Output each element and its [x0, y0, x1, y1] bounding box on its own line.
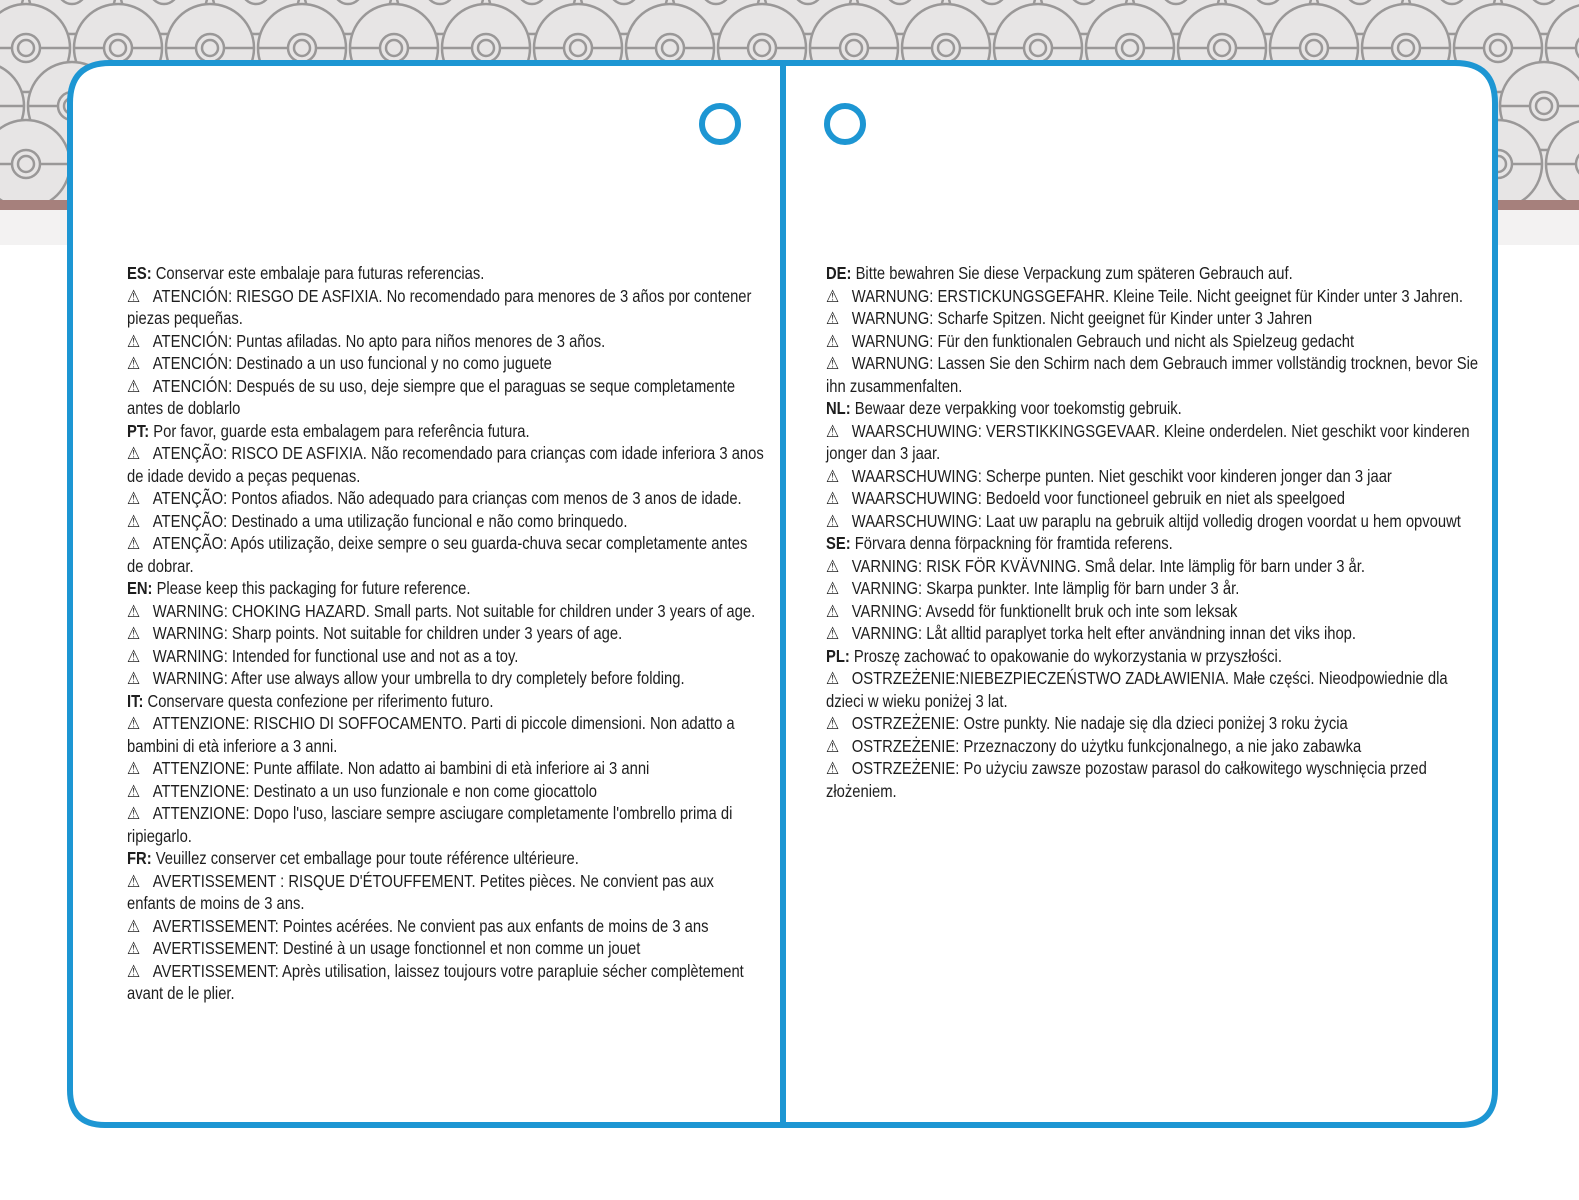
warning-triangle-icon: ⚠: [127, 870, 141, 891]
language-block-se: [826, 532, 1480, 645]
warning-line: [127, 802, 765, 847]
intro-text: Förvara denna förpackning för framtida referens.: [850, 533, 1173, 553]
warning-line: [826, 465, 1480, 488]
language-code: SE:: [826, 533, 851, 553]
pokeball-button: [1214, 40, 1230, 56]
warning-line: [127, 667, 765, 690]
warning-text: WAARSCHUWING: Bedoeld voor functioneel gebruik en niet als speelgoed: [851, 488, 1346, 508]
warning-line: [127, 487, 765, 510]
warning-text: WAARSCHUWING: VERSTIKKINGSGEVAAR. Kleine onderdelen. Niet geschikt voor kinderen jonger dan 3 jaar.: [826, 420, 1470, 463]
warning-triangle-icon: ⚠: [127, 938, 141, 958]
pokeball-button: [570, 40, 586, 56]
warning-triangle-icon: ⚠: [127, 668, 141, 688]
warning-text: ATENÇÃO: Pontos afiados. Não adequado para crianças com menos de 3 anos de idade.: [152, 488, 742, 508]
warning-line: [127, 375, 765, 420]
warning-triangle-icon: ⚠: [127, 803, 141, 823]
language-block-de: [826, 262, 1480, 397]
warning-triangle-icon: ⚠: [826, 713, 840, 733]
warning-triangle-icon: ⚠: [127, 915, 141, 936]
hanger-hole-icon-left: [702, 106, 738, 142]
intro-text: Bewaar deze verpakking voor toekomstig gebruik.: [850, 398, 1182, 418]
pokeball-button: [1536, 98, 1552, 114]
warning-triangle-icon: ⚠: [127, 375, 141, 396]
warning-line: [127, 937, 765, 960]
intro-text: Conservar este embalaje para futuras referencias.: [151, 263, 485, 283]
warning-line: [127, 622, 765, 645]
language-intro: [826, 645, 1480, 668]
pokeball-button: [1306, 40, 1322, 56]
warning-line: [826, 735, 1480, 758]
warning-text: ATTENZIONE: Punte affilate. Non adatto ai bambini di età inferiore ai 3 anni: [152, 758, 650, 778]
warning-triangle-icon: ⚠: [826, 623, 840, 643]
warning-triangle-icon: ⚠: [826, 330, 840, 351]
warning-line: [127, 960, 765, 1005]
warning-triangle-icon: ⚠: [127, 713, 141, 733]
pokeball-button: [386, 40, 402, 56]
warning-text: VARNING: Låt alltid paraplyet torka helt efter användning innan det viks ihop.: [851, 623, 1357, 643]
warning-triangle-icon: ⚠: [826, 285, 840, 306]
language-intro: [127, 577, 765, 600]
warning-text: ATENÇÃO: Após utilização, deixe sempre o seu guarda-chuva secar completamente antes de dobrar.: [127, 533, 748, 576]
warning-line: [127, 285, 765, 330]
warning-triangle-icon: ⚠: [826, 668, 840, 688]
warning-line: [127, 780, 765, 803]
language-block-pt: [127, 420, 765, 578]
hanger-hole-icon-right: [827, 106, 863, 142]
language-block-en: [127, 577, 765, 690]
intro-text: Proszę zachować to opakowanie do wykorzystania w przyszłości.: [849, 645, 1282, 666]
intro-text: Please keep this packaging for future reference.: [152, 578, 471, 598]
warning-text: VARNING: RISK FÖR KVÄVNING. Små delar. Inte lämplig för barn under 3 år.: [851, 555, 1365, 576]
warning-text: WARNUNG: Lassen Sie den Schirm nach dem Gebrauch immer vollständig trocknen, bevor Sie ihn zusammenfalten.: [826, 353, 1479, 396]
warning-triangle-icon: ⚠: [127, 488, 141, 508]
warning-triangle-icon: ⚠: [826, 510, 840, 531]
warning-line: [127, 757, 765, 780]
language-code: ES:: [127, 263, 152, 283]
warning-text: WARNUNG: Scharfe Spitzen. Nicht geeignet für Kinder unter 3 Jahren: [851, 308, 1313, 328]
warning-line: [127, 330, 765, 353]
warning-line: [826, 577, 1480, 600]
warning-line: [127, 645, 765, 668]
language-block-pl: [826, 645, 1480, 803]
pokeball-button: [1490, 40, 1506, 56]
pokeball-button: [478, 40, 494, 56]
warning-text: ATENCIÓN: Destinado a un uso funcional y no como juguete: [152, 353, 552, 373]
warning-triangle-icon: ⚠: [127, 600, 141, 621]
warning-text: ATENCIÓN: Puntas afiladas. No apto para niños menores de 3 años.: [152, 330, 606, 351]
warning-triangle-icon: ⚠: [826, 600, 840, 621]
warning-triangle-icon: ⚠: [127, 623, 141, 643]
warning-line: [127, 915, 765, 938]
warning-text: WAARSCHUWING: Laat uw paraplu na gebruik altijd volledig drogen voordat u hem opvouwt: [851, 510, 1461, 531]
pokeball-button: [294, 40, 310, 56]
warning-triangle-icon: ⚠: [127, 758, 141, 778]
warning-triangle-icon: ⚠: [127, 353, 141, 373]
language-intro: [127, 262, 765, 285]
intro-text: Conservare questa confezione per riferimento futuro.: [143, 690, 494, 711]
left-column: [127, 262, 765, 1005]
warning-text: AVERTISSEMENT: Après utilisation, laissez toujours votre parapluie sécher complètement avant de le plier.: [127, 960, 744, 1003]
warning-line: [826, 330, 1480, 353]
pokeball-button: [1122, 40, 1138, 56]
warning-text: WARNING: Intended for functional use and not as a toy.: [152, 645, 519, 666]
warning-text: OSTRZEŻENIE: Po użyciu zawsze pozostaw parasol do całkowitego wyschnięcia przed złożeniem.: [826, 758, 1427, 801]
warning-text: ATENÇÃO: Destinado a uma utilização funcional e não como brinquedo.: [152, 510, 628, 531]
warning-line: [127, 600, 765, 623]
pokeball-button: [1398, 40, 1414, 56]
language-intro: [127, 690, 765, 713]
warning-triangle-icon: ⚠: [826, 555, 840, 576]
pokeball-button: [110, 40, 126, 56]
pokeball-button: [18, 40, 34, 56]
warning-line: [826, 757, 1480, 802]
pokeball-button: [754, 40, 770, 56]
language-block-fr: [127, 847, 765, 1005]
warning-line: [826, 307, 1480, 330]
warning-triangle-icon: ⚠: [826, 735, 840, 756]
warning-triangle-icon: ⚠: [127, 330, 141, 351]
warning-triangle-icon: ⚠: [127, 780, 141, 801]
warning-triangle-icon: ⚠: [826, 353, 840, 373]
warning-line: [826, 420, 1480, 465]
warning-text: VARNING: Skarpa punkter. Inte lämplig för barn under 3 år.: [851, 578, 1240, 598]
warning-triangle-icon: ⚠: [826, 488, 840, 508]
intro-text: Por favor, guarde esta embalagem para referência futura.: [149, 420, 530, 441]
intro-text: Veuillez conserver cet emballage pour toute référence ultérieure.: [151, 848, 579, 868]
language-code: PL:: [826, 645, 850, 666]
warning-line: [127, 712, 765, 757]
warning-triangle-icon: ⚠: [826, 465, 840, 486]
warning-text: ATTENZIONE: Dopo l'uso, lasciare sempre asciugare completamente l'ombrello prima di ripiegarlo.: [127, 803, 733, 846]
language-block-nl: [826, 397, 1480, 532]
warning-line: [826, 285, 1480, 308]
right-column: [826, 262, 1480, 802]
warning-triangle-icon: ⚠: [826, 308, 840, 328]
warning-triangle-icon: ⚠: [826, 420, 840, 441]
warning-text: VARNING: Avsedd för funktionellt bruk och inte som leksak: [851, 600, 1238, 621]
warning-text: OSTRZEŻENIE: Ostre punkty. Nie nadaje się dla dzieci poniżej 3 roku życia: [851, 713, 1348, 733]
pokeball-button: [846, 40, 862, 56]
language-code: EN:: [127, 578, 153, 598]
pokeball-button: [202, 40, 218, 56]
language-block-it: [127, 690, 765, 848]
warning-line: [826, 712, 1480, 735]
warning-triangle-icon: ⚠: [127, 443, 141, 463]
warning-text: AVERTISSEMENT: Pointes acérées. Ne convient pas aux enfants de moins de 3 ans: [152, 915, 709, 936]
warning-line: [826, 667, 1480, 712]
warning-text: OSTRZEŻENIE: Przeznaczony do użytku funkcjonalnego, a nie jako zabawka: [851, 735, 1362, 756]
warning-text: ATENÇÃO: RISCO DE ASFIXIA. Não recomendado para crianças com idade inferiora 3 anos de idade devido a peças pequenas.: [127, 443, 764, 486]
warning-line: [826, 622, 1480, 645]
warning-text: ATENCIÓN: RIESGO DE ASFIXIA. No recomendado para menores de 3 años por contener piezas pequeñas.: [127, 285, 752, 328]
warning-text: ATTENZIONE: Destinato a un uso funzionale e non come giocattolo: [152, 780, 598, 801]
warning-text: WARNING: CHOKING HAZARD. Small parts. Not suitable for children under 3 years of age.: [152, 600, 756, 621]
warning-triangle-icon: ⚠: [127, 533, 141, 553]
pokeball-button: [18, 156, 34, 172]
language-intro: [826, 397, 1480, 420]
warning-text: WARNING: After use always allow your umbrella to dry completely before folding.: [152, 668, 685, 688]
warning-line: [127, 870, 765, 915]
language-intro: [826, 262, 1480, 285]
pokeball-button: [938, 40, 954, 56]
warning-text: OSTRZEŻENIE:NIEBEZPIECZEŃSTWO ZADŁAWIENIA. Małe części. Nieodpowiednie dla dzieci w wieku poniżej 3 lat.: [826, 668, 1448, 711]
warning-line: [127, 442, 765, 487]
warning-triangle-icon: ⚠: [826, 578, 840, 598]
warning-triangle-icon: ⚠: [127, 510, 141, 531]
warning-line: [826, 487, 1480, 510]
warning-text: ATENCIÓN: Después de su uso, deje siempre que el paraguas se seque completamente antes de doblarlo: [127, 375, 736, 418]
warning-line: [127, 352, 765, 375]
warning-text: AVERTISSEMENT: Destiné à un usage fonctionnel et non comme un jouet: [152, 938, 641, 958]
warning-line: [826, 352, 1480, 397]
language-code: DE:: [826, 263, 852, 283]
language-code: NL:: [826, 398, 851, 418]
warning-triangle-icon: ⚠: [127, 285, 141, 306]
warning-triangle-icon: ⚠: [826, 758, 840, 778]
language-code: FR:: [127, 848, 152, 868]
warning-text: WAARSCHUWING: Scherpe punten. Niet geschikt voor kinderen jonger dan 3 jaar: [851, 465, 1392, 486]
warning-text: WARNUNG: ERSTICKUNGSGEFAHR. Kleine Teile. Nicht geeignet für Kinder unter 3 Jahren.: [851, 285, 1463, 306]
warning-text: AVERTISSEMENT : RISQUE D'ÉTOUFFEMENT. Petites pièces. Ne convient pas aux enfants de moins de 3 ans.: [127, 870, 714, 913]
warning-line: [127, 532, 765, 577]
warning-triangle-icon: ⚠: [127, 960, 141, 981]
warning-line: [127, 510, 765, 533]
warning-text: WARNUNG: Für den funktionalen Gebrauch und nicht als Spielzeug gedacht: [851, 330, 1355, 351]
language-block-es: [127, 262, 765, 420]
language-intro: [826, 532, 1480, 555]
warning-line: [826, 555, 1480, 578]
pokeball-button: [1030, 40, 1046, 56]
warning-line: [826, 600, 1480, 623]
warning-triangle-icon: ⚠: [127, 645, 141, 666]
language-code: IT:: [127, 690, 144, 711]
warning-line: [826, 510, 1480, 533]
intro-text: Bitte bewahren Sie diese Verpackung zum späteren Gebrauch auf.: [851, 263, 1293, 283]
language-intro: [127, 420, 765, 443]
language-code: PT:: [127, 420, 150, 441]
language-intro: [127, 847, 765, 870]
warning-text: WARNING: Sharp points. Not suitable for children under 3 years of age.: [152, 623, 623, 643]
pokeball-button: [662, 40, 678, 56]
warning-text: ATTENZIONE: RISCHIO DI SOFFOCAMENTO. Parti di piccole dimensioni. Non adatto a bambini di età inferiore a 3 anni.: [127, 713, 735, 756]
